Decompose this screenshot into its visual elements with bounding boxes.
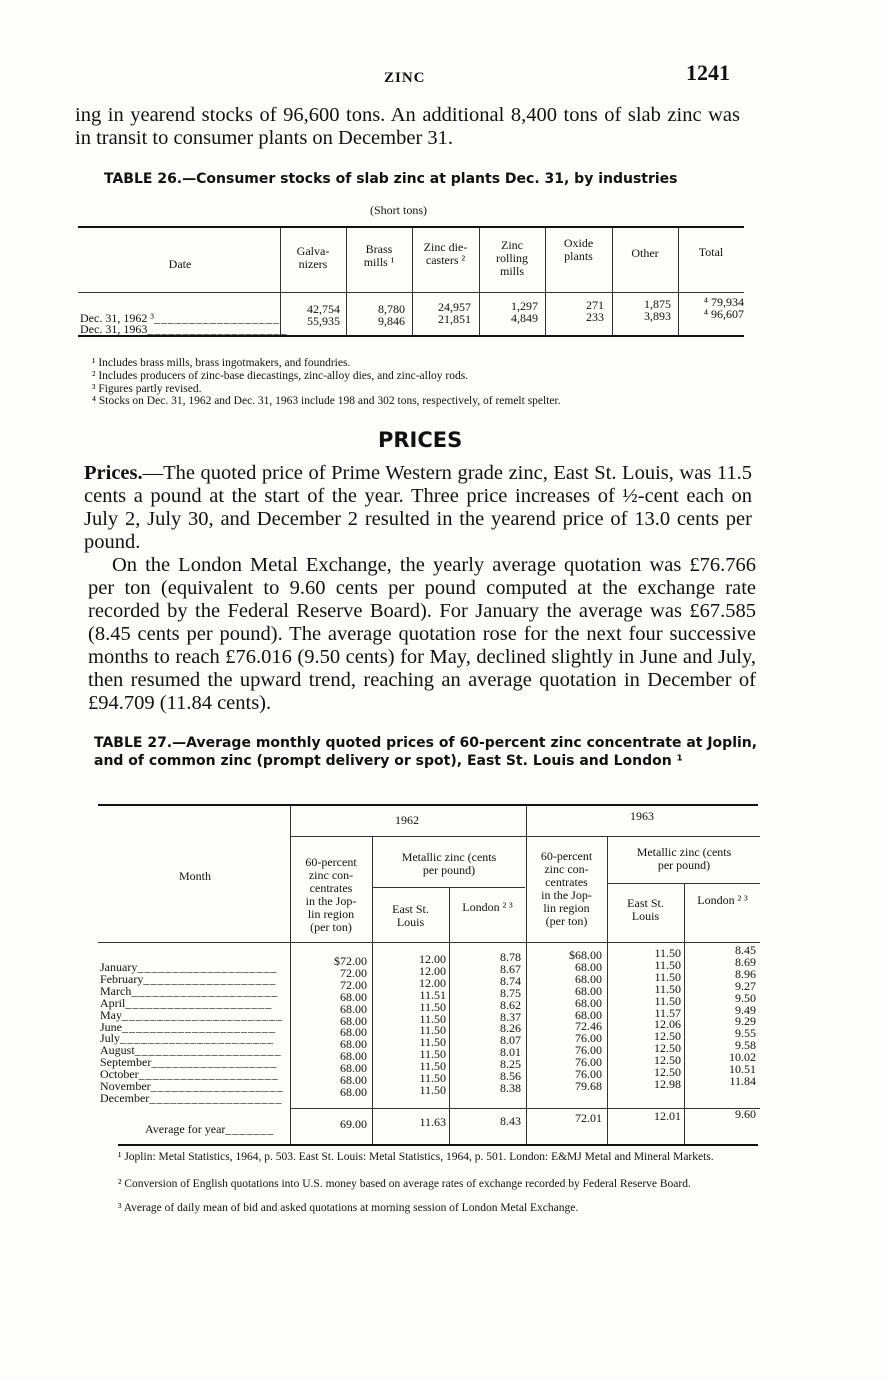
table26-subtitle: (Short tons) [370,203,427,217]
month-name: July [100,1031,121,1046]
running-title: ZINC [384,70,426,86]
table27-cell: 11.50 [654,957,681,972]
prices-run-in-heading: Prices. [84,462,143,484]
table27-cell: 11.51 [419,987,446,1002]
table26-cell: 1,875 [644,297,671,311]
table27-cell: 8.07 [500,1033,521,1048]
table26-top-rule [78,226,744,228]
header-year-1963: 1963 [630,809,654,823]
intro-paragraph: ing in yearend stocks of 96,600 tons. An additional 8,400 tons of slab zinc was in transit to consumer plants on December 31. [75,104,740,149]
table26-cell: 4,849 [511,311,538,325]
table26-cell: ⁴ 96,607 [703,307,744,321]
table27-month-label: September__________________ [100,1055,278,1070]
table27-cell: 8.26 [500,1021,521,1036]
page-number: 1241 [686,60,730,85]
table27-cell: 11.50 [654,993,681,1008]
month-name: December [100,1090,150,1105]
table27-cell: 8.67 [500,961,521,976]
table27-top-rule [98,804,758,806]
table26-cell: 24,957 [438,300,471,314]
table27-cell: 11.50 [419,1023,446,1038]
table27-col-divider [526,806,527,1144]
table27-month-label: November___________________ [100,1079,284,1093]
avg-conc-1963: 72.01 [575,1111,602,1125]
table27-cell: 11.50 [654,969,681,984]
header-east-st-louis-1963: East St. Louis [627,896,664,923]
table27-cell: 9.49 [735,1002,756,1017]
table27-cell: 8.74 [500,973,521,988]
header-london-1963: London ² ³ [697,893,748,907]
month-name: February [100,971,144,986]
table27-cell: 11.50 [654,981,681,996]
header-concentrate-1962: 60-percent zinc con- centrates in the Jop- lin region (per ton) [305,855,357,934]
table27-month-label: January____________________ [100,960,278,974]
table26-cell: 233 [586,310,604,324]
table27-cell: 68.00 [340,1001,367,1016]
table27-cell: 12.00 [419,963,446,978]
table27-cell: 8.75 [500,985,521,1000]
table27-cell: 8.45 [735,943,756,957]
table27-cell: 12.98 [654,1076,681,1091]
table27-cell: 9.27 [735,978,756,993]
avg-london-1963: 9.60 [735,1107,756,1121]
table27-cell: 68.00 [575,971,602,986]
table27-cell: 12.00 [419,975,446,990]
table26-cell: 55,935 [307,314,340,328]
average-label-text: Average for year [145,1122,226,1136]
table27-month-label: February___________________ [100,971,277,986]
table27-cell: 8.56 [500,1069,521,1083]
table27-cell: 8.25 [500,1057,521,1072]
table27-cell: 12.50 [654,1065,681,1079]
table27-cell: $72.00 [334,954,367,968]
table27-col-divider [607,837,608,1144]
header-london-1962: London ² ³ [462,900,513,914]
table26-row-label: Dec. 31, 1963____________________ [80,322,288,336]
table27-average-label: Average for year_______ [145,1122,275,1136]
table27-cell: 68.00 [340,1061,367,1076]
table26-col-divider [678,228,679,335]
month-name: June [100,1019,122,1034]
table27-cell: $68.00 [569,948,602,962]
table27-cell: 12.06 [654,1017,681,1032]
header-metallic-1963: Metallic zinc (cents per pound) [636,845,732,872]
table27-cell: 68.00 [340,1084,367,1099]
table27-cell: 11.50 [419,1059,446,1074]
table26-col-divider [280,228,281,335]
table27-month-label: April_____________________ [100,995,273,1010]
table27-cell: 12.50 [654,1041,681,1056]
table27-cell: 79.68 [575,1078,602,1093]
header-east-st-louis-1962: East St. Louis [392,902,429,929]
table27-cell: 11.50 [419,1035,446,1050]
table26-footnote: ³ Figures partly revised. [92,383,202,395]
table26-cell: 1,297 [511,299,538,313]
table27-cell: 68.00 [575,983,602,998]
table27-cell: 68.00 [340,1073,367,1087]
table26-col-divider [479,228,480,335]
london-paragraph: On the London Metal Exchange, the yearly average quotation was £76.766 per ton (equivalent to 9.60 cents per pound computed at the exchange rate recorded by the Federal Reserve Board). For January the average was £67.585 (8.45 cents per pound). The average quotation rose for the next four successive months to reach £76.016 (9.50 cents) for May, declined slightly in June and July, then resumed the upward trend, reaching an average quotation in December of £94.709 (11.84 cents). [88,554,756,714]
month-name: October [100,1067,139,1082]
prices-paragraph [84,462,752,554]
table27-cell: 8.38 [500,1080,521,1095]
table27-cell: 9.55 [735,1026,756,1041]
table27-cell: 76.00 [575,1043,602,1058]
table27-cell: 8.78 [500,950,521,964]
table26-col-divider [612,228,613,335]
table26-header-rule [78,292,744,293]
table27-col-divider [290,806,291,1144]
table27-cell: 10.02 [729,1050,756,1065]
table27-year-rule [290,836,760,837]
avg-london-1962: 8.43 [500,1114,521,1128]
table26-cell: 42,754 [307,302,340,316]
table27-cell: 11.84 [729,1073,756,1088]
table27-month-label: October____________________ [100,1067,279,1082]
header-month: Month [178,869,211,883]
table27-cell: 68.00 [340,1037,367,1052]
table26-row-label: Dec. 31, 1962 ³__________________ [80,311,280,325]
table27-cell: 72.00 [340,977,367,992]
table27-bottom-rule [118,1144,758,1146]
table27-cell: 68.00 [575,959,602,974]
table27-cell: 8.62 [500,997,521,1012]
month-name: May [100,1007,122,1022]
prices-text: —The quoted price of Prime Western grade zinc, East St. Louis, was 11.5 cents a pound at the start of the year. Three price increases of ½-cent each on July 2, July 30, and December 2 resulted in the yearend price of 13.0 cents per pound. [84,462,752,553]
table27-cell: 68.00 [340,1025,367,1040]
table26-cell: 271 [586,298,604,312]
table27-cell: 11.50 [419,1071,446,1085]
table27-cell: 68.00 [340,989,367,1004]
table27-month-label: March_____________________ [100,983,279,998]
table27-cell: 12.00 [419,952,446,966]
table27-month-label: December___________________ [100,1090,283,1105]
table26-caption: TABLE 26.—Consumer stocks of slab zinc at plants Dec. 31, by industries [104,171,678,187]
table26-col-divider [545,228,546,335]
table26-footnote: ² Includes producers of zinc-base diecastings, zinc-alloy dies, and zinc-alloy rods. [92,370,469,382]
table27-col-divider [449,888,450,1144]
table26-col-divider [412,228,413,335]
table27-cell: 72.46 [575,1019,602,1034]
header-metallic-1962: Metallic zinc (cents per pound) [401,850,497,877]
table27-cell: 8.01 [500,1045,521,1060]
table27-cell: 68.00 [575,995,602,1010]
table27-cell: 12.50 [654,1029,681,1044]
month-name: January [100,960,138,974]
table27-month-label: June______________________ [100,1019,276,1034]
header-date: Date [168,257,192,271]
table27-cell: 68.00 [340,1013,367,1028]
header-year-1962: 1962 [395,813,419,827]
header-oxide-plants: Oxide plants [563,236,594,263]
table27-month-label: May_______________________ [100,1007,283,1022]
table26-cell: 21,851 [438,312,471,326]
month-name: March [100,983,132,998]
avg-conc-1962: 69.00 [340,1117,367,1131]
table27-header-rule [98,942,760,943]
month-name: April [100,995,126,1010]
table27-cell: 68.00 [340,1049,367,1064]
table27-caption: TABLE 27.—Average monthly quoted prices of 60-percent zinc concentrate at Joplin, and of common zinc (prompt delivery or spot), East St. Louis and London ¹ [94,735,758,769]
header-die-casters: Zinc die- casters ² [423,240,468,267]
row-date: Dec. 31, 1962 ³ [80,311,154,325]
header-concentrate-1963: 60-percent zinc con- centrates in the Jop- lin region (per ton) [540,849,593,928]
table27-col-divider [684,884,685,1144]
table27-footnote: ³ Average of daily mean of bid and asked quotations at morning session of London Metal Exchange. [118,1202,579,1214]
row-date: Dec. 31, 1963 [80,322,148,336]
table26-cell: ⁴ 79,934 [703,295,744,309]
table27-cell: 8.37 [500,1009,521,1024]
table27-cell: 10.51 [729,1062,756,1076]
table27-cell: 9.58 [735,1038,756,1053]
header-other: Other [631,246,659,260]
table27-footnote: ² Conversion of English quotations into U.S. money based on average rates of exchange recorded by Federal Reserve Board. [118,1178,691,1190]
table27-cell: 11.50 [419,1082,446,1097]
table27-cell: 8.69 [735,954,756,969]
table26-footnote: ¹ Includes brass mills, brass ingotmakers, and foundries. [92,357,351,369]
table27-cell: 11.50 [654,946,681,960]
header-galvanizers: Galva- nizers [296,244,330,271]
table27-cell: 11.50 [419,1047,446,1062]
table27-cell: 11.50 [419,1011,446,1026]
table27-cell: 76.00 [575,1031,602,1046]
header-brass-mills: Brass mills ¹ [363,242,395,269]
avg-east-1963: 12.01 [654,1109,681,1123]
table27-footnote: ¹ Joplin: Metal Statistics, 1964, p. 503. East St. Louis: Metal Statistics, 1964, p. 501. London: E&MJ Metal and Mineral Markets. [118,1151,714,1163]
table26-footnote: ⁴ Stocks on Dec. 31, 1962 and Dec. 31, 1963 include 198 and 302 tons, respectively, of remelt spelter. [92,395,561,407]
table27-cell: 8.96 [735,966,756,981]
header-rolling-mills: Zinc rolling mills [496,238,528,278]
table27-cell: 12.50 [654,1053,681,1068]
table27-cell: 9.50 [735,990,756,1005]
table27-cell: 11.50 [419,999,446,1014]
header-total: Total [698,245,724,259]
table27-month-label: August_____________________ [100,1043,282,1058]
table27-col-divider [372,837,373,1144]
table27-cell: 9.29 [735,1014,756,1029]
section-heading: PRICES [378,428,463,452]
table26-col-divider [346,228,347,335]
month-name: September [100,1055,152,1070]
table27-cell: 68.00 [575,1007,602,1022]
table26-cell: 8,780 [378,302,405,316]
table27-month-label: July______________________ [100,1031,275,1046]
table27-cell: 76.00 [575,1055,602,1070]
month-name: November [100,1079,151,1093]
month-name: August [100,1043,135,1058]
table26-cell: 3,893 [644,309,671,323]
avg-east-1962: 11.63 [419,1115,446,1129]
table27-cell: 72.00 [340,965,367,980]
table27-cell: 11.57 [654,1005,681,1020]
table27-cell: 76.00 [575,1067,602,1081]
table26-cell: 9,846 [378,314,405,328]
